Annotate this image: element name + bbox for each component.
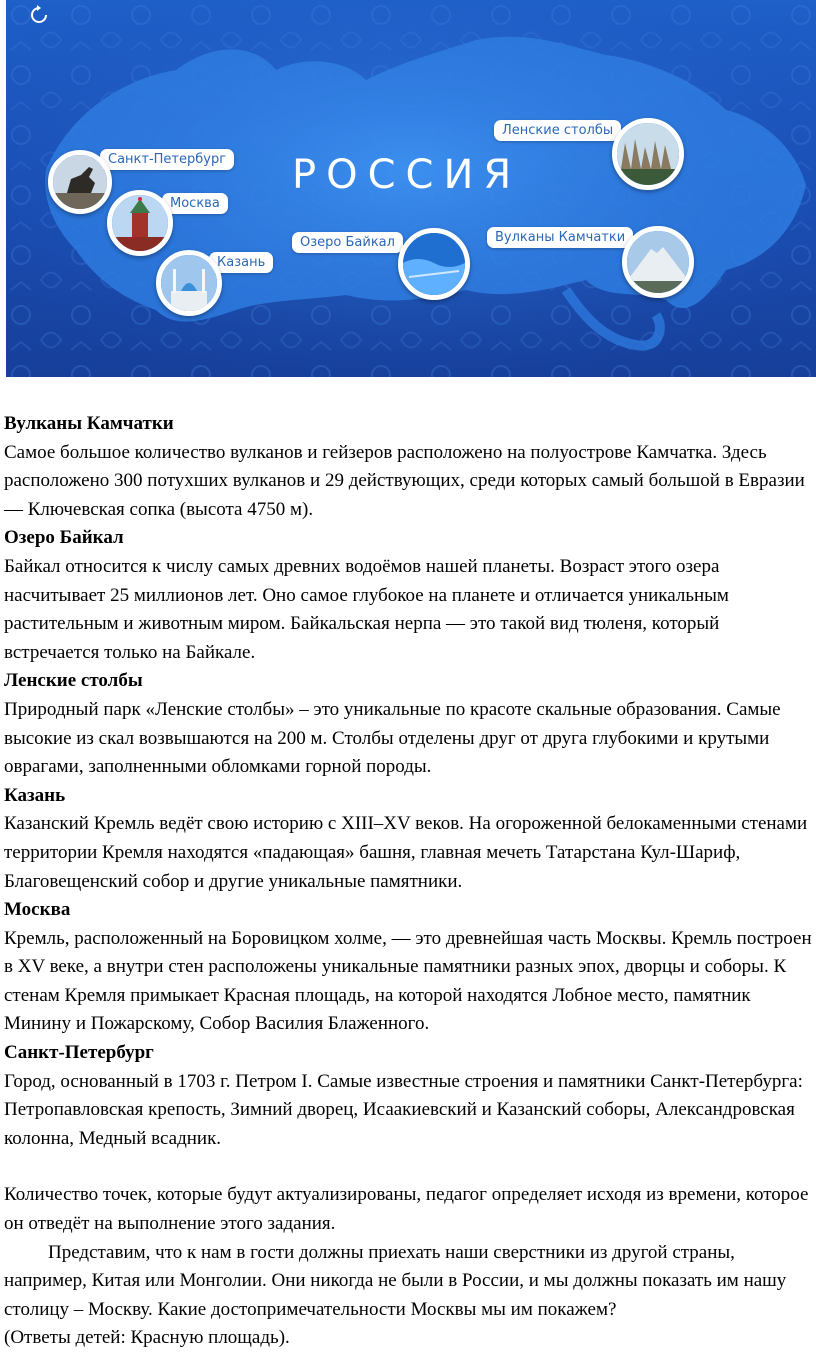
pin-kamchatka-volcanoes[interactable] — [622, 226, 694, 298]
heading-moscow: Москва — [4, 899, 71, 921]
heading-kazan: Казань — [4, 784, 66, 806]
paragraph-guests: Представим, что к нам в гости должны приехать наши сверстники из другой страны, например, Китая или Монголии. Они никогда не были в России, и мы должны показать им нашу столицу – Москву. Какие достопримечательности Москвы мы им покажем? — [4, 1241, 787, 1320]
pin-kazan[interactable] — [156, 250, 222, 316]
mosque-icon — [161, 255, 217, 311]
heading-baikal: Озеро Байкал — [4, 527, 124, 549]
pin-label-lena-pillars[interactable]: Ленские столбы — [494, 120, 621, 141]
russia-map-banner — [6, 0, 816, 377]
kremlin-tower-icon — [112, 195, 168, 251]
paragraph-spacer — [4, 1153, 812, 1181]
paragraph-teacher-note: Количество точек, которые будут актуализированы, педагог определяет исходя из времени, которое он отведёт на выполнение этого задания. — [4, 1184, 809, 1235]
pin-lake-baikal[interactable] — [398, 228, 470, 300]
pin-label-saint-petersburg[interactable]: Санкт-Петербург — [100, 149, 234, 170]
heading-saint-petersburg: Санкт-Петербург — [4, 1042, 154, 1064]
lake-icon — [403, 233, 465, 295]
text-moscow: Кремль, расположенный на Боровицком холме, — это древнейшая часть Москвы. Кремль построен в XV веке, а внутри стен расположены уникальные памятники разных эпох, дворцы и соборы. К стенам Кремля примыкает Красная площадь, на которой находятся Лобное место, памятник Минину и Пожарскому, Собор Василия Блаженного. — [4, 927, 812, 1035]
text-kamchatka: Самое большое количество вулканов и гейзеров расположено на полуострове Камчатка. Здесь расположено 300 потухших вулканов и 29 действующих, среди которых самый большой в Евразии — Ключевская сопка (высота 4750 м). — [4, 441, 805, 520]
text-baikal: Байкал относится к числу самых древних водоёмов нашей планеты. Возраст этого озера насчитывает 25 миллионов лет. Оно самое глубокое на планете и отличается уникальным растительным и животным миром. Байкальская нерпа — это такой вид тюленя, который встречается только на Байкале. — [4, 555, 729, 663]
paragraph-answers: (Ответы детей: Красную площадь). — [4, 1327, 290, 1349]
volcano-icon — [627, 231, 689, 293]
pin-lena-pillars[interactable] — [612, 118, 684, 190]
pin-saint-petersburg[interactable] — [48, 150, 112, 214]
heading-kamchatka: Вулканы Камчатки — [4, 413, 174, 434]
pin-label-moscow[interactable]: Москва — [162, 193, 228, 214]
text-kazan: Казанский Кремль ведёт свою историю с XIII–XV веков. На огороженной белокаменными стенами территории Кремля находятся «падающая» башня, главная мечеть Татарстана Кул-Шариф, Благовещенский собор и другие уникальные памятники. — [4, 813, 808, 892]
rock-pillars-icon — [617, 123, 679, 185]
pin-label-kazan[interactable]: Казань — [209, 252, 273, 273]
map-title: РОССИЯ — [292, 152, 522, 198]
text-lena-pillars: Природный парк «Ленские столбы» – это уникальные по красоте скальные образования. Самые высокие из скал возвышаются на 200 м. Столбы отделены друг от друга глубокими и крутыми оврагами, заполненными обломками горной породы. — [4, 698, 781, 778]
reload-icon[interactable] — [28, 4, 50, 26]
text-saint-petersburg: Город, основанный в 1703 г. Петром I. Самые известные строения и памятники Санкт-Петербурга: Петропавловская крепость, Зимний дворец, Исаакиевский и Казанский соборы, Александровская колонна, Медный всадник. — [4, 1070, 803, 1149]
pin-label-lake-baikal[interactable]: Озеро Байкал — [292, 232, 403, 253]
heading-lena-pillars: Ленские столбы — [4, 670, 143, 692]
horseman-statue-icon — [53, 155, 107, 209]
document-body — [4, 410, 812, 1353]
pin-moscow[interactable] — [107, 190, 173, 256]
pin-label-kamchatka-volcanoes[interactable]: Вулканы Камчатки — [487, 227, 633, 248]
